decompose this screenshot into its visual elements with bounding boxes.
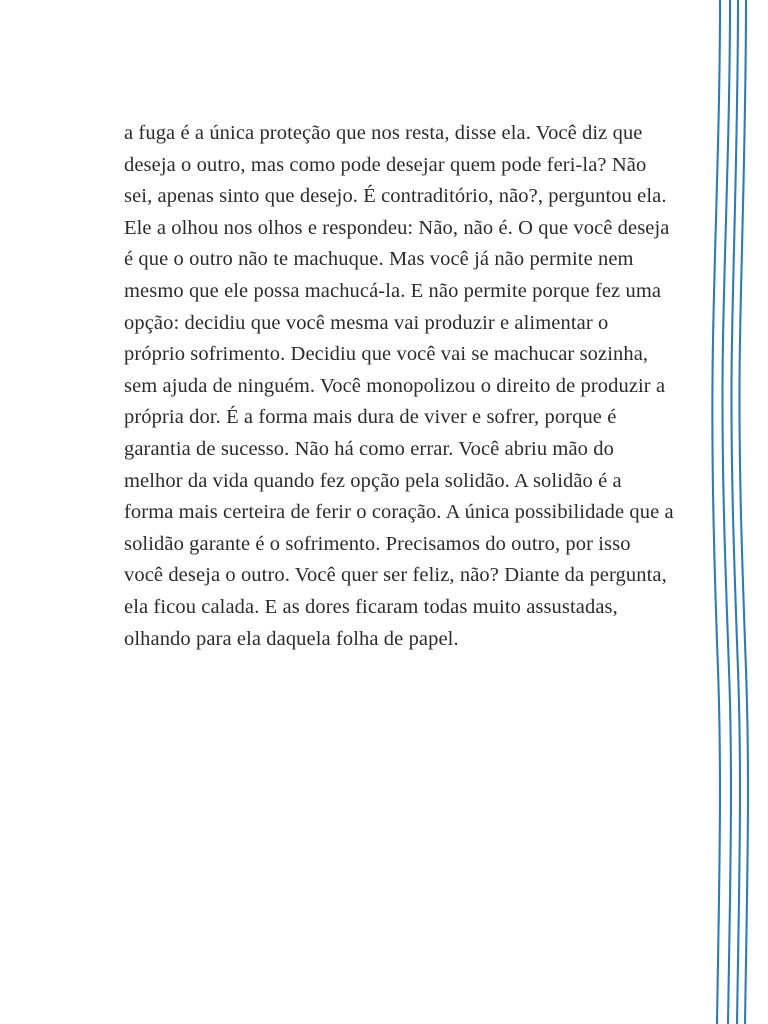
page-text-block — [124, 118, 674, 655]
body-paragraph: a fuga é a única proteção que nos resta, disse ela. Você diz que deseja o outro, mas como pode desejar quem pode feri-la? Não sei, apenas sinto que desejo. É contraditório, não?, perguntou ela. Ele a olhou nos olhos e respondeu: Não, não é. O que você deseja é que o outro não te machuque. Mas você já não permite nem mesmo que ele possa machucá-la. E não permite porque fez uma opção: decidiu que você mesma vai produzir e alimentar o próprio sofrimento. Decidiu que você vai se machucar sozinha, sem ajuda de ninguém. Você monopolizou o direito de produzir a própria dor. É a forma mais dura de viver e sofrer, porque é garantia de sucesso. Não há como errar. Você abriu mão do melhor da vida quando fez opção pela solidão. A solidão é a forma mais certeira de ferir o coração. A única possibilidade que a solidão garante é o sofrimento. Precisamos do outro, por isso você deseja o outro. Você quer ser feliz, não? Diante da pergunta, ela ficou calada. E as dores ficaram todas muito assustadas, olhando para ela daquela folha de papel. — [124, 122, 674, 650]
decorative-edge-lines — [700, 0, 768, 1024]
